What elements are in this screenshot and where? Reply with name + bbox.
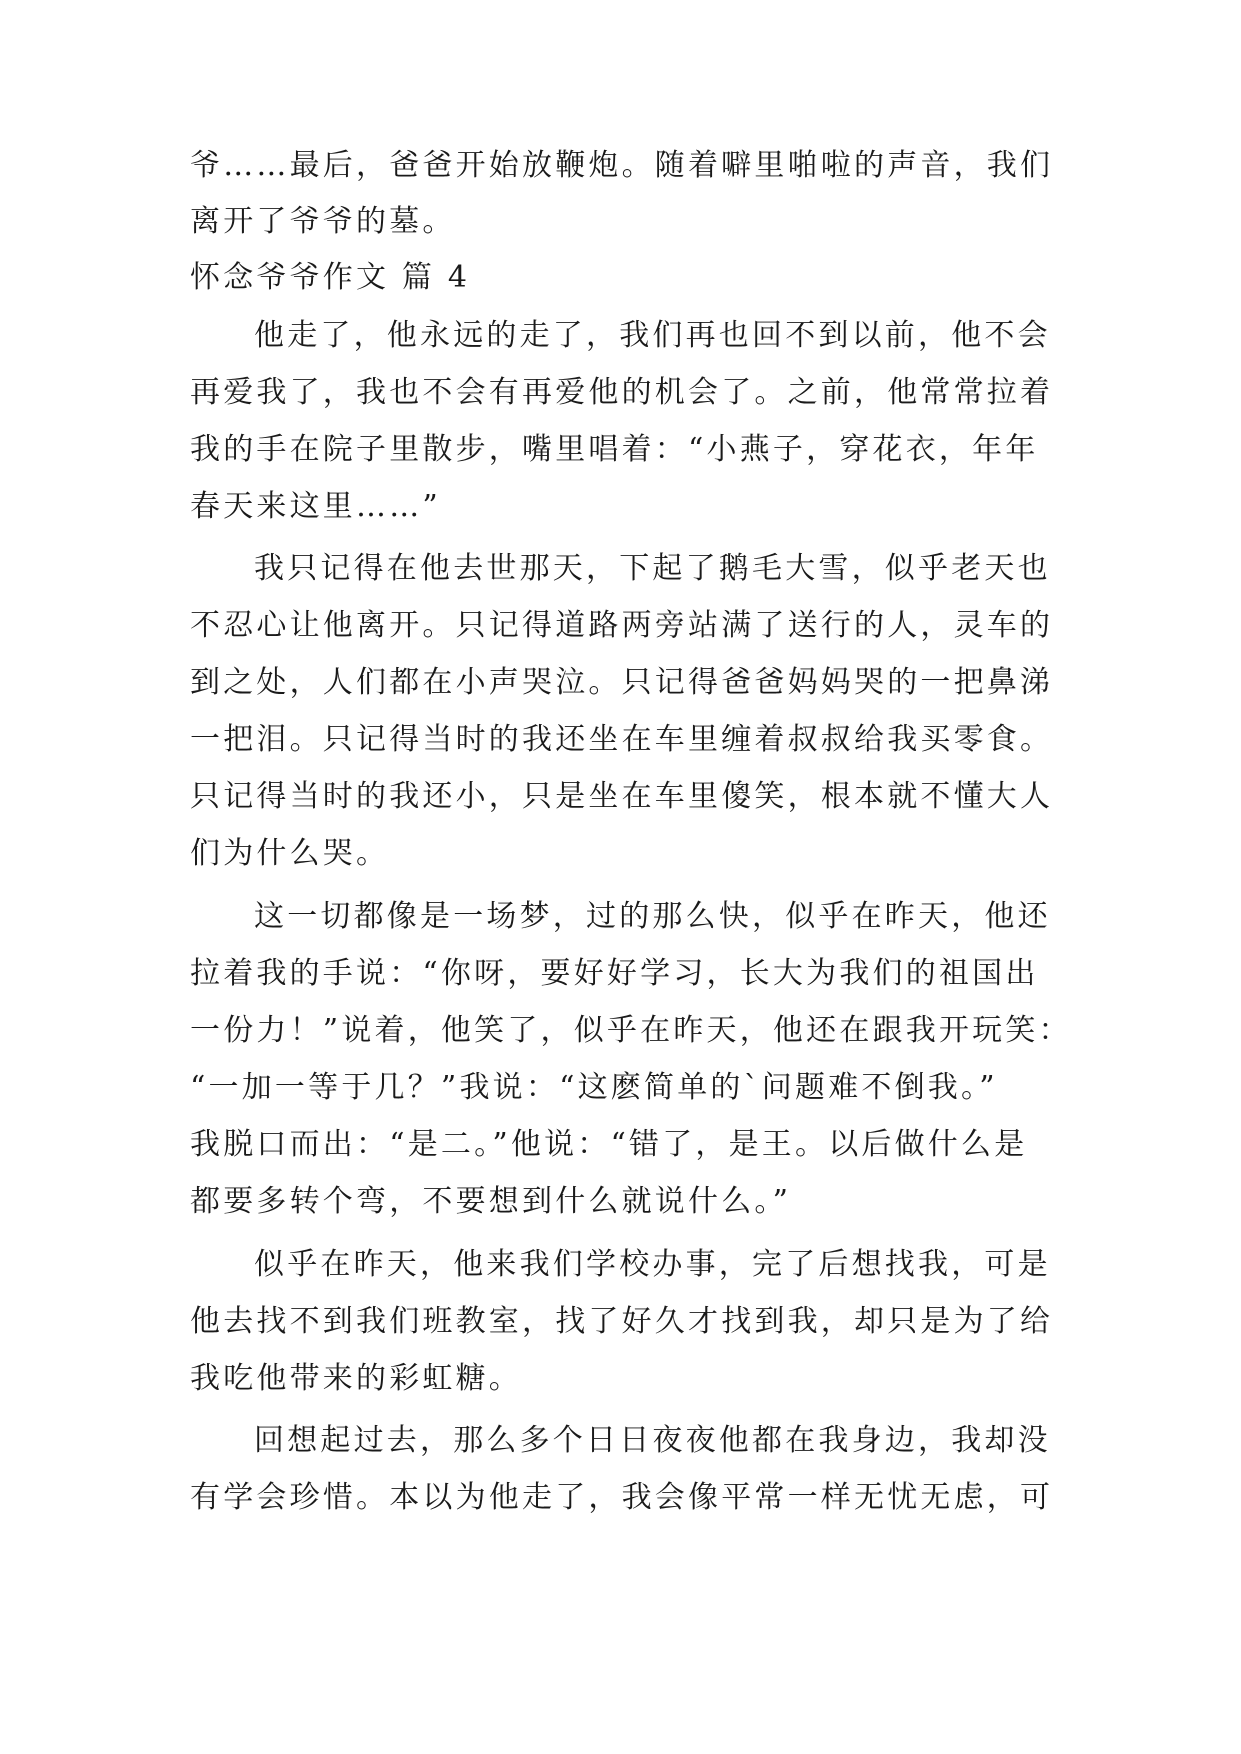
text-line: 爷……最后，爸爸开始放鞭炮。随着噼里啪啦的声音，我们: [190, 148, 1054, 183]
paragraph-line: 们为什么哭。: [190, 836, 390, 871]
paragraph-line: 回想起过去，那么多个日日夜夜他都在我身边，我却没: [254, 1423, 1051, 1458]
paragraph-line: 这一切都像是一场梦，过的那么快，似乎在昨天，他还: [254, 899, 1051, 934]
paragraph-line: 我吃他带来的彩虹糖。: [190, 1361, 522, 1396]
text-line: 离开了爷爷的墓。: [190, 204, 456, 239]
paragraph-line: 我的手在院子里散步，嘴里唱着：“小燕子，穿花衣，年年: [190, 432, 1039, 467]
paragraph-line: 不忍心让他离开。只记得道路两旁站满了送行的人，灵车的: [190, 608, 1054, 643]
paragraph-line: “一加一等于几？”我说：“这麽简单的`问题难不倒我。”: [190, 1070, 998, 1105]
paragraph-line: 似乎在昨天，他来我们学校办事，完了后想找我，可是: [254, 1247, 1051, 1282]
paragraph-line: 有学会珍惜。本以为他走了，我会像平常一样无忧无虑，可: [190, 1480, 1054, 1515]
paragraph-line: 再爱我了，我也不会有再爱他的机会了。之前，他常常拉着: [190, 375, 1054, 410]
paragraph-line: 一份力！”说着，他笑了，似乎在昨天，他还在跟我开玩笑：: [190, 1013, 1072, 1048]
paragraph-line: 他去找不到我们班教室，找了好久才找到我，却只是为了给: [190, 1304, 1054, 1339]
paragraph-line: 我只记得在他去世那天，下起了鹅毛大雪，似乎老天也: [254, 551, 1051, 586]
paragraph-line: 他走了，他永远的走了，我们再也回不到以前，他不会: [254, 318, 1051, 353]
paragraph-line: 都要多转个弯，不要想到什么就说什么。”: [190, 1184, 792, 1219]
paragraph-line: 春天来这里……”: [190, 489, 441, 524]
paragraph-line: 拉着我的手说：“你呀，要好好学习，长大为我们的祖国出: [190, 956, 1039, 991]
paragraph-line: 一把泪。只记得当时的我还坐在车里缠着叔叔给我买零食。: [190, 722, 1054, 757]
paragraph-line: 只记得当时的我还小，只是坐在车里傻笑，根本就不懂大人: [190, 779, 1054, 814]
paragraph-line: 到之处，人们都在小声哭泣。只记得爸爸妈妈哭的一把鼻涕: [190, 665, 1054, 700]
paragraph-line: 我脱口而出：“是二。”他说：“错了，是王。以后做什么是: [190, 1127, 1028, 1162]
section-title: 怀念爷爷作文 篇 4: [190, 260, 471, 295]
